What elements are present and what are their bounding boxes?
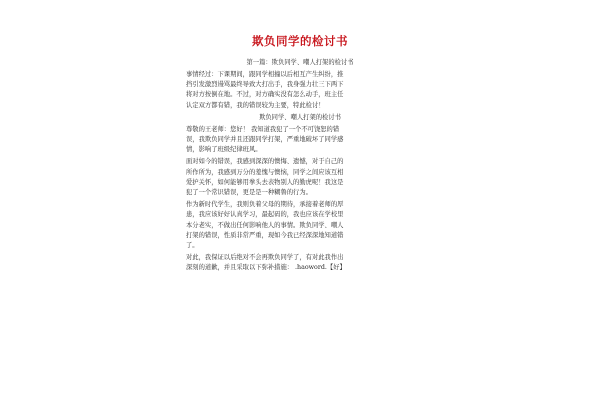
document-page	[186, 34, 414, 276]
section1-paragraph: 事情经过：下课期间，跟同学相撞以后相互产生纠纷，推 挡引发激烈谩骂最终导致大打出手，我身强力壮三下两下 将对方按倒在地。不过，对方确实没有怎么动手，班主任 认定双方都有错，我的错误较为主要，特此检讨！	[186, 71, 344, 109]
document-title: 欺负同学的检讨书	[252, 34, 348, 48]
section2-paragraph-3: 作为新时代学生，我则负着父母的期待，承接着老师的厚 患，我应该好好认真学习，最起码的，我也应该在学校里 本分老实，不做出任何影响他人的事情。欺负同学、嘲人 打架的错误，性质非常严重，现如今我已经深深地知道错 了。	[186, 201, 344, 250]
section1-heading: 第一篇：欺负同学、嘲人打架的检讨书	[246, 59, 354, 66]
section2-paragraph-4: 对此，我保证以后绝对不会再欺负同学了，有对此我作出 深刻的道歉，并且采取以下弥补措施： .haoword.【好】	[186, 254, 346, 272]
section2-paragraph-1: 尊敬的王老师：您好！ 我知道我犯了一个不可饶恕的错 误，我欺负同学并且还跟同学打架，严重地破坏了同学感 情，影响了班级纪律班风。	[186, 125, 344, 154]
section2-paragraph-2: 面对如今的错误，我感到深深的懊悔、遗憾，对于自己的 所作所为，我感到万分的羞愧与懊恼，同学之间应该互相 爱护关怀，如何能够用拳头去表物别人的勤虎呢！我这是 犯了一个常识错误，更是是一种糊鲁的行为。	[186, 158, 344, 197]
section2-heading: 欺负同学、嘲人打架的检讨书	[259, 113, 341, 121]
